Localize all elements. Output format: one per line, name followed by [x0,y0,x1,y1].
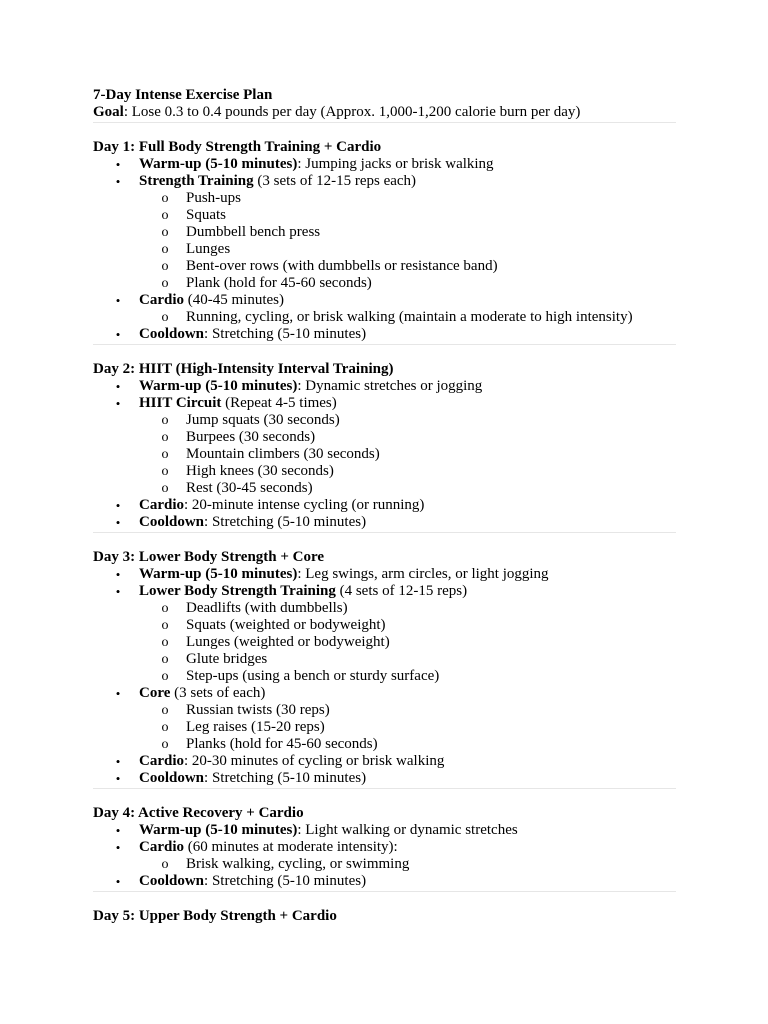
list-item-label: Cardio [139,292,184,308]
sub-list-item-text: Burpees (30 seconds) [186,429,316,445]
list-item [93,497,676,514]
section-gap [93,789,676,805]
bullet-icon: • [115,686,121,701]
bullet-icon: • [115,293,121,308]
list-item-text: : Dynamic stretches or jogging [297,378,483,394]
document-title: 7-Day Intense Exercise Plan [93,87,273,103]
list-item-label: Cooldown [139,326,205,342]
list-item [93,685,676,702]
day-list [93,123,676,925]
bullet-icon: • [115,584,121,599]
sub-list-item-text: Mountain climbers (30 seconds) [186,446,380,462]
list-item [93,156,676,173]
sub-list-item-text: Bent-over rows (with dumbbells or resistance band) [186,258,498,274]
goal-label: Goal [93,104,124,120]
list-item [93,839,676,856]
sub-list-item-text: Squats (weighted or bodyweight) [186,617,386,633]
list-item-text: (60 minutes at moderate intensity): [184,839,398,855]
sub-list-item [93,634,676,651]
bullet-icon: • [115,515,121,530]
list-item-label: Warm-up (5-10 minutes) [139,156,298,172]
sub-list-item [93,309,676,326]
sub-list-item [93,412,676,429]
list-item [93,378,676,395]
sub-list-item-text: Push-ups [186,190,242,206]
sub-bullet-icon: o [161,447,169,462]
sub-bullet-icon: o [161,413,169,428]
sub-list-item [93,463,676,480]
list-item-text: : Leg swings, arm circles, or light jogging [297,566,549,582]
sub-list-item-text: Plank (hold for 45-60 seconds) [186,275,372,291]
sub-bullet-icon: o [161,720,169,735]
list-item-text: : Stretching (5-10 minutes) [204,514,367,530]
sub-list-item-text: Glute bridges [186,651,268,667]
list-item [93,395,676,412]
sub-bullet-icon: o [161,225,169,240]
sub-list-item [93,207,676,224]
sub-list-item [93,651,676,668]
bullet-icon: • [115,771,121,786]
list-item-label: Cardio [139,753,184,769]
sub-bullet-icon: o [161,635,169,650]
sub-list-item [93,241,676,258]
sub-list-item-text: Running, cycling, or brisk walking (maintain a moderate to high intensity) [186,309,633,325]
sub-list-item-text: Rest (30-45 seconds) [186,480,313,496]
bullet-icon: • [115,379,121,394]
sub-list-item [93,736,676,753]
list-item-text: : Stretching (5-10 minutes) [204,873,367,889]
list-item-text: (4 sets of 12-15 reps) [335,583,468,599]
sub-list-item [93,190,676,207]
sub-list-item-text: Lunges [186,241,231,257]
list-item-label: Cooldown [139,514,205,530]
day-heading: Day 1: Full Body Strength Training + Cardio [93,139,382,155]
sub-list-item-text: Squats [186,207,227,223]
sub-bullet-icon: o [161,601,169,616]
day-heading: Day 4: Active Recovery + Cardio [93,805,304,821]
bullet-icon: • [115,327,121,342]
list-item [93,873,676,890]
list-item-label: Warm-up (5-10 minutes) [139,822,298,838]
list-item-label: Cooldown [139,873,205,889]
bullet-icon: • [115,498,121,513]
sub-bullet-icon: o [161,703,169,718]
list-item-label: Strength Training [139,173,254,189]
sub-list-item [93,446,676,463]
sub-bullet-icon: o [161,310,169,325]
sub-list-item [93,429,676,446]
sub-list-item-text: Step-ups (using a bench or sturdy surface) [186,668,440,684]
sub-bullet-icon: o [161,430,169,445]
list-item-text: (3 sets of each) [170,685,266,701]
list-item-label: Core [139,685,171,701]
day-heading: Day 5: Upper Body Strength + Cardio [93,908,337,924]
list-item-label: Cooldown [139,770,205,786]
sub-bullet-icon: o [161,242,169,257]
list-item [93,173,676,190]
list-item [93,583,676,600]
section-gap [93,345,676,361]
list-item [93,822,676,839]
document-page [93,87,676,925]
list-item [93,326,676,343]
sub-bullet-icon: o [161,464,169,479]
sub-list-item-text: Lunges (weighted or bodyweight) [186,634,390,650]
list-item [93,753,676,770]
day-heading: Day 2: HIIT (High-Intensity Interval Training) [93,361,394,377]
list-item [93,566,676,583]
sub-list-item-text: Russian twists (30 reps) [186,702,330,718]
list-item-text: : 20-minute intense cycling (or running) [184,497,425,513]
bullet-icon: • [115,823,121,838]
list-item-text: : Light walking or dynamic stretches [297,822,518,838]
sub-list-item-text: Jump squats (30 seconds) [186,412,340,428]
goal-line [93,104,676,121]
bullet-icon: • [115,840,121,855]
sub-list-item [93,480,676,497]
sub-bullet-icon: o [161,191,169,206]
day-heading: Day 3: Lower Body Strength + Core [93,549,325,565]
list-item [93,770,676,787]
sub-list-item [93,258,676,275]
bullet-icon: • [115,874,121,889]
sub-list-item-text: Planks (hold for 45-60 seconds) [186,736,378,752]
list-item-text: : Stretching (5-10 minutes) [204,770,367,786]
sub-bullet-icon: o [161,208,169,223]
section-gap [93,123,676,139]
sub-list-item-text: Leg raises (15-20 reps) [186,719,325,735]
list-item-label: Lower Body Strength Training [139,583,336,599]
sub-list-item [93,617,676,634]
list-item-label: Warm-up (5-10 minutes) [139,566,298,582]
sub-bullet-icon: o [161,737,169,752]
list-item-text: (40-45 minutes) [184,292,284,308]
list-item-text: (3 sets of 12-15 reps each) [253,173,417,189]
sub-list-item [93,668,676,685]
bullet-icon: • [115,157,121,172]
sub-list-item [93,600,676,617]
bullet-icon: • [115,396,121,411]
list-item-text: : Jumping jacks or brisk walking [297,156,494,172]
sub-list-item [93,856,676,873]
sub-list-item [93,702,676,719]
sub-list-item [93,719,676,736]
list-item-label: Cardio [139,839,184,855]
list-item-label: Cardio [139,497,184,513]
bullet-icon: • [115,754,121,769]
goal-text: : Lose 0.3 to 0.4 pounds per day (Approx. 1,000-1,200 calorie burn per day) [123,104,581,120]
sub-list-item [93,275,676,292]
sub-bullet-icon: o [161,618,169,633]
sub-list-item-text: Brisk walking, cycling, or swimming [186,856,410,872]
sub-bullet-icon: o [161,481,169,496]
list-item-text: (Repeat 4-5 times) [221,395,337,411]
sub-bullet-icon: o [161,652,169,667]
list-item [93,514,676,531]
sub-list-item-text: High knees (30 seconds) [186,463,334,479]
sub-list-item [93,224,676,241]
bullet-icon: • [115,174,121,189]
list-item-label: Warm-up (5-10 minutes) [139,378,298,394]
list-item-text: : 20-30 minutes of cycling or brisk walking [184,753,445,769]
sub-bullet-icon: o [161,276,169,291]
list-item-text: : Stretching (5-10 minutes) [204,326,367,342]
bullet-icon: • [115,567,121,582]
sub-bullet-icon: o [161,669,169,684]
sub-list-item-text: Deadlifts (with dumbbells) [186,600,348,616]
section-gap [93,892,676,908]
sub-bullet-icon: o [161,259,169,274]
sub-list-item-text: Dumbbell bench press [186,224,321,240]
list-item-label: HIIT Circuit [139,395,222,411]
sub-bullet-icon: o [161,857,169,872]
list-item [93,292,676,309]
section-gap [93,533,676,549]
